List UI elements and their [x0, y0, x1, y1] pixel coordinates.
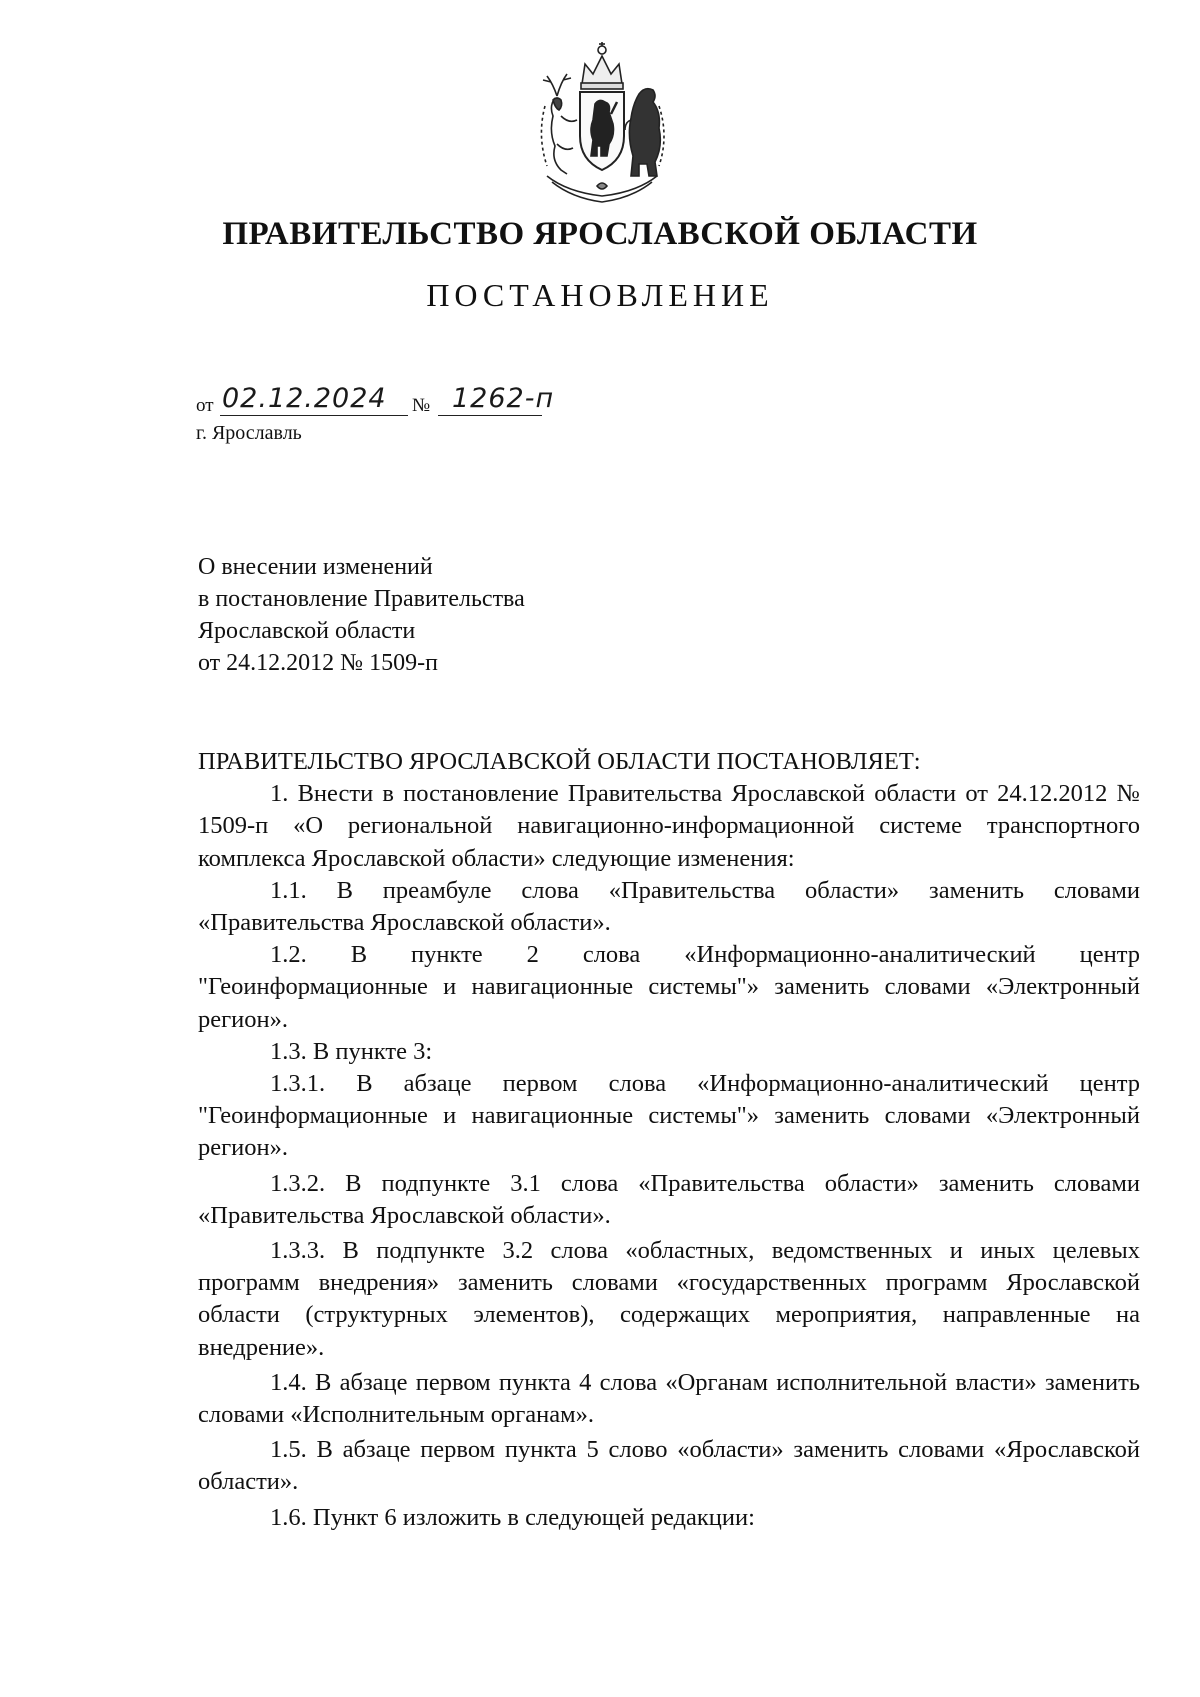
paragraph: 1.3.3. В подпункте 3.2 слова «областных, ведомственных и иных целевых программ внедрения» заменить словами «государственных программ Ярославской области (структурных элементов), содержащих мероприятия, направленные на внедрение».	[198, 1237, 1140, 1361]
paragraph: 1.2. В пункте 2 слова «Информационно-аналитический центр "Геоинформационные и навигационные системы"» заменить словами «Электронный регион».	[198, 941, 1140, 1033]
organization-title: ПРАВИТЕЛЬСТВО ЯРОСЛАВСКОЙ ОБЛАСТИ	[222, 216, 978, 252]
document-type: ПОСТАНОВЛЕНИЕ	[426, 277, 774, 313]
paragraph: 1.4. В абзаце первом пункта 4 слова «Органам исполнительной власти» заменить словами «Исполнительным органам».	[198, 1368, 1140, 1429]
coat-of-arms-icon	[527, 36, 677, 208]
paragraph: 1.5. В абзаце первом пункта 5 слово «области» заменить словами «Ярославской области».	[198, 1436, 1140, 1496]
number-underline	[438, 415, 542, 416]
paragraph: 1.1. В преамбуле слова «Правительства области» заменить словами «Правительства Ярославской области».	[198, 876, 1140, 937]
subject-line: Ярославской области	[198, 618, 416, 644]
handwritten-number: 1262-п	[452, 383, 555, 414]
date-prefix: от	[196, 395, 214, 416]
paragraph: 1. Внести в постановление Правительства Ярославской области от 24.12.2012 № 1509-п «О региональной навигационно-информационной системе транспортного комплекса Ярославской области» следующие изменения:	[198, 780, 1140, 872]
subject-line: в постановление Правительства	[198, 586, 525, 612]
registration-line	[196, 383, 616, 423]
city: г. Ярославль	[196, 422, 302, 444]
document-subject	[198, 551, 525, 679]
subject-line: от 24.12.2012 № 1509-п	[198, 650, 438, 676]
paragraph: 1.6. Пункт 6 изложить в следующей редакции:	[270, 1503, 755, 1531]
document-body	[198, 746, 1140, 1534]
paragraph: 1.3.2. В подпункте 3.1 слова «Правительства области» заменить словами «Правительства Ярославской области».	[198, 1169, 1140, 1229]
subject-line: О внесении изменений	[198, 554, 433, 580]
paragraph: 1.3. В пункте 3:	[270, 1037, 433, 1065]
paragraph: 1.3.1. В абзаце первом слова «Информационно-аналитический центр "Геоинформационные и навигационные системы"» заменить словами «Электронный регион».	[198, 1070, 1140, 1162]
preamble: ПРАВИТЕЛЬСТВО ЯРОСЛАВСКОЙ ОБЛАСТИ ПОСТАНОВЛЯЕТ:	[198, 748, 921, 775]
number-prefix: №	[412, 395, 431, 416]
handwritten-date: 02.12.2024	[222, 383, 387, 414]
date-underline	[220, 415, 408, 416]
